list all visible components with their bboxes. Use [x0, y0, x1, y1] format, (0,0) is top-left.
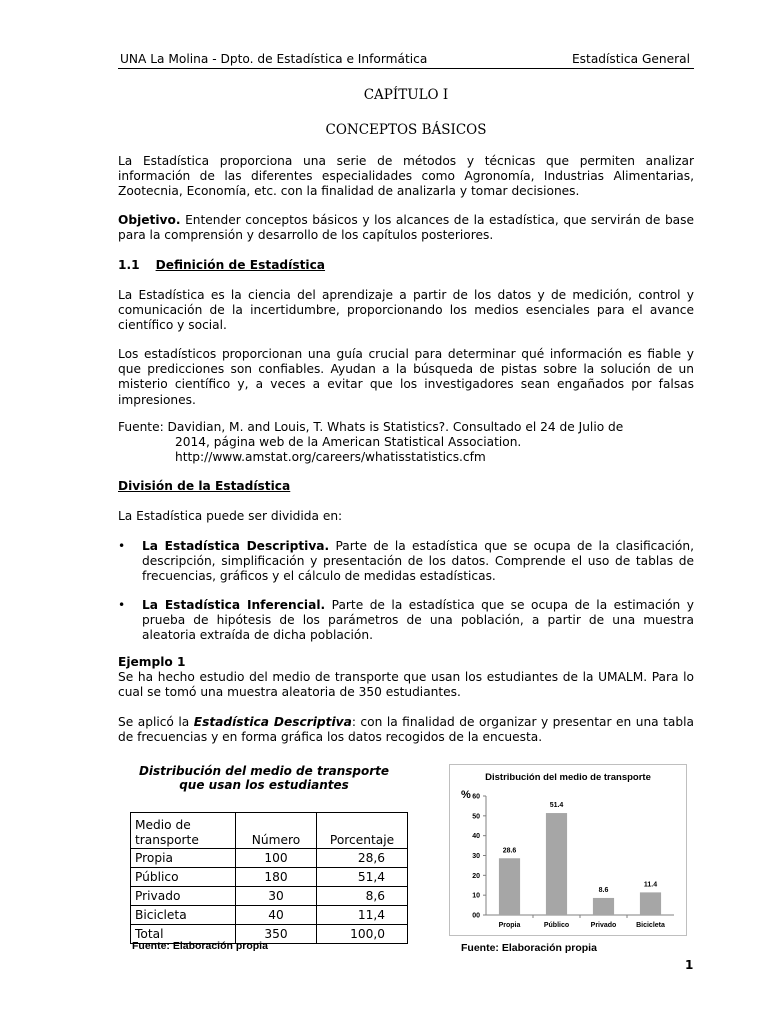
table-source: Fuente: Elaboración propia	[132, 940, 268, 952]
row-count: 30	[236, 887, 317, 906]
row-percent: 28,6	[317, 849, 408, 868]
y-tick-label: 10	[472, 892, 480, 900]
division-intro: La Estadística puede ser dividida en:	[118, 509, 343, 523]
bar-público	[546, 813, 567, 915]
data-label: 51.4	[549, 802, 564, 810]
row-category: Total	[131, 925, 236, 944]
x-tick-label: Público	[543, 922, 570, 929]
bullet-icon: •	[118, 539, 126, 553]
data-label: 28.6	[502, 847, 517, 855]
division-title: División de la Estadística	[118, 479, 291, 493]
chart-title: Distribución del medio de transporte	[485, 772, 651, 783]
objective-paragraph	[118, 213, 694, 243]
applied-pre: Se aplicó la	[118, 715, 194, 729]
example-title: Ejemplo 1	[118, 655, 186, 669]
section-number: 1.1	[118, 258, 140, 272]
chart-source: Fuente: Elaboración propia	[461, 942, 597, 954]
table-title-line-2: que usan los estudiantes	[179, 777, 349, 792]
bar-chart-frame	[449, 764, 687, 936]
example-text: Se ha hecho estudio del medio de transporte que usan los estudiantes de la UMALM. Para lo cual se tomó una muestra aleatoria de 350 estudiantes.	[118, 670, 694, 700]
bullet-descriptive-label: La Estadística Descriptiva.	[142, 539, 330, 553]
bullet-inferential-text	[142, 598, 694, 644]
definition-source	[118, 420, 694, 466]
objective-text: Entender conceptos básicos y los alcances de la estadística, que servirán de base para la comprensión y desarrollo de los capítulos posteriores.	[118, 213, 694, 243]
y-tick-label: 00	[472, 912, 480, 920]
row-percent: 11,4	[317, 906, 408, 925]
applied-emphasis: Estadística Descriptiva	[193, 715, 352, 729]
applied-post: : con la finalidad de organizar y presentar en una tabla de frecuencias y en forma gráfica los datos recogidos de la encuesta.	[118, 715, 694, 745]
chapter-number: CAPÍTULO I	[363, 87, 449, 103]
table-title-line-1: Distribución del medio de transporte	[138, 764, 390, 778]
column-header-porcentaje: Porcentaje	[317, 813, 408, 849]
y-tick-label: 60	[472, 793, 480, 801]
definition-paragraph-2: Los estadísticos proporcionan una guía crucial para determinar qué información es fiable y que predicciones son confiables. Ayudan a la búsqueda de pistas sobre la solución de un misterio científico y, a veces a evitar que los investigadores sean engañados por falsas impresiones.	[118, 347, 694, 407]
row-category: Bicicleta	[131, 906, 236, 925]
row-count: 100	[236, 849, 317, 868]
row-category: Propia	[131, 849, 236, 868]
table-row	[131, 868, 408, 887]
applied-paragraph	[118, 715, 694, 745]
chapter-title: CONCEPTOS BÁSICOS	[325, 122, 487, 138]
row-count: 180	[236, 868, 317, 887]
frequency-table	[130, 812, 408, 944]
y-tick-label: 20	[472, 872, 480, 880]
y-tick-label: 40	[472, 833, 480, 841]
division-heading	[118, 479, 290, 493]
objective-label: Objetivo.	[118, 213, 181, 227]
bullet-descriptive-text	[142, 539, 694, 585]
x-tick-label: Bicicleta	[636, 922, 665, 929]
y-tick-label: 50	[472, 813, 480, 821]
row-count: 350	[236, 925, 317, 944]
header-course: Estadística General	[571, 52, 690, 66]
row-category: Privado	[131, 887, 236, 906]
bar-bicicleta	[640, 892, 661, 915]
column-header-medio-l2: transporte	[135, 833, 199, 847]
source-line-2: 2014, página web de la American Statistical Association.	[175, 435, 522, 450]
x-tick-label: Propia	[498, 922, 521, 929]
bar-propia	[499, 858, 520, 915]
y-tick-label: 30	[472, 853, 480, 860]
y-axis-label: %	[461, 789, 471, 801]
intro-paragraph: La Estadística proporciona una serie de métodos y técnicas que permiten analizar información de las diferentes especialidades como Agronomía, Industrias Alimentarias, Zootecnia, Economía, etc. con la finalidad de analizarla y tomar decisiones.	[118, 154, 694, 199]
x-tick-label: Privado	[590, 922, 617, 929]
section-heading-1-1	[118, 258, 325, 272]
page-number: 1	[685, 958, 694, 972]
table-row	[131, 849, 408, 868]
bullet-icon: •	[118, 598, 126, 612]
definition-paragraph-1: La Estadística es la ciencia del aprendizaje a partir de los datos y de medición, control y comunicación de la incertidumbre, proporcionando los medios esenciales para el avance científico y social.	[118, 288, 694, 333]
row-percent: 8,6	[317, 887, 408, 906]
row-category: Público	[131, 868, 236, 887]
bar-privado	[593, 898, 614, 915]
bullet-inferential-body: Parte de la estadística que se ocupa de la estimación y prueba de hipótesis de los parámetros de una población, a partir de una muestra aleatoria extraída de dicha población.	[142, 598, 694, 643]
header-institution: UNA La Molina - Dpto. de Estadística e Informática	[120, 52, 428, 66]
running-header	[118, 50, 694, 69]
section-title: Definición de Estadística	[155, 258, 326, 272]
table-row	[131, 906, 408, 925]
source-line-1: Fuente: Davidian, M. and Louis, T. Whats is Statistics?. Consultado el 24 de Julio de	[118, 420, 624, 434]
column-header-numero: Número	[236, 813, 317, 849]
data-label: 11.4	[643, 881, 658, 889]
bullet-inferential	[118, 598, 694, 644]
row-count: 40	[236, 906, 317, 925]
source-url: http://www.amstat.org/careers/whatisstatistics.cfm	[175, 450, 486, 465]
bullet-descriptive	[118, 539, 694, 585]
row-percent: 100,0	[317, 925, 408, 944]
column-header-medio-l1: Medio de	[135, 818, 191, 832]
table-row	[131, 887, 408, 906]
table-title	[136, 765, 392, 792]
example-block	[118, 655, 694, 701]
row-percent: 51,4	[317, 868, 408, 887]
bar-chart	[450, 765, 686, 935]
bullet-inferential-label: La Estadística Inferencial.	[142, 598, 326, 612]
data-label: 8.6	[598, 886, 609, 894]
column-header-medio	[131, 813, 236, 849]
bullet-descriptive-body: Parte de la estadística que se ocupa de la clasificación, descripción, simplificación y presentación de los datos. Comprende el uso de tablas de frecuencias, gráficos y el cálculo de medidas estadísticas.	[142, 539, 694, 584]
